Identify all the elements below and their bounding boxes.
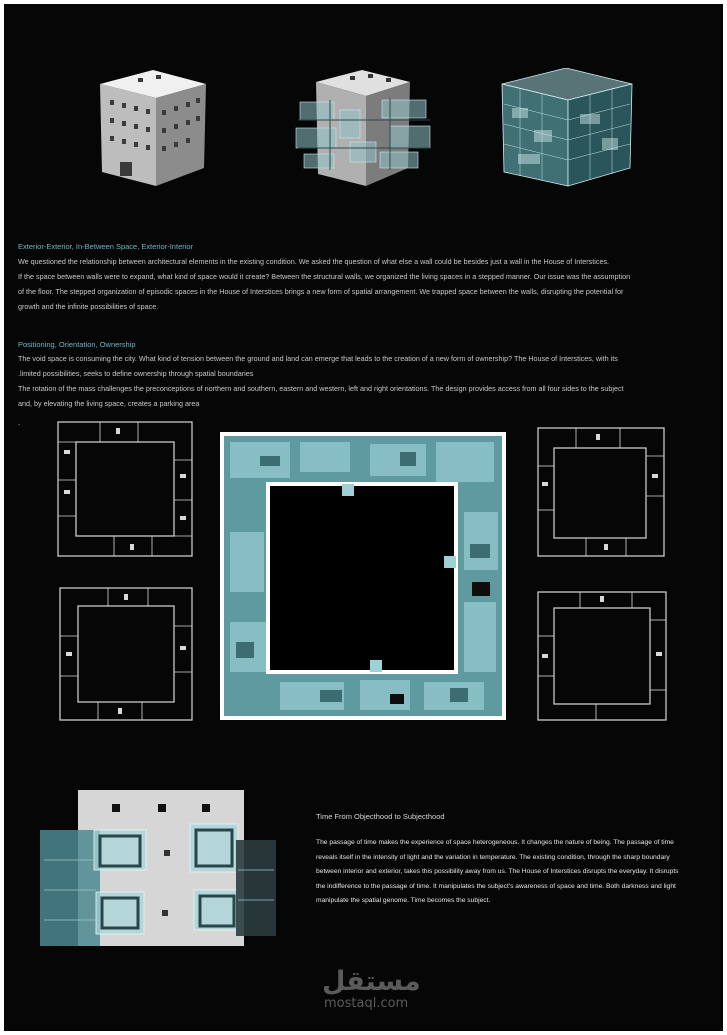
poster-sheet bbox=[4, 4, 723, 1031]
central-site-plan bbox=[220, 432, 506, 720]
render-glass-cube bbox=[498, 68, 636, 188]
paragraph-line: The rotation of the mass challenges the preconceptions of northern and southern, eastern and western, left and right orientations. The design provides access from all four sides to the subject bbox=[18, 384, 624, 393]
paragraph-line: manipulate the spatial genome. Time becomes the subject. bbox=[316, 897, 491, 904]
floor-plan-bottom-right bbox=[536, 590, 668, 722]
section-paragraph-exterior-interior bbox=[18, 254, 708, 314]
paragraph-line: the indifference to the passage of time. It manipulates the subject's awareness of space and time. Both darkness and light bbox=[316, 882, 676, 890]
paragraph-line: The void space is consuming the city. What kind of tension between the ground and land can emerge that leads to the creation of a new form of ownership? The House of Interstices, with its bbox=[18, 354, 618, 363]
render-transition-cube bbox=[290, 70, 435, 188]
render-facade-section bbox=[40, 790, 276, 946]
paragraph-line: We questioned the relationship between architectural elements in the existing condition. We asked the question of what else a wall could be besides just a wall in the House of Interstices. bbox=[18, 257, 610, 266]
section-paragraph-time bbox=[316, 836, 716, 909]
watermark-latin: mostaql.com bbox=[324, 996, 409, 1011]
section-paragraph-positioning bbox=[18, 351, 708, 411]
paragraph-line: .limited possibilities, seeks to define ownership through spatial boundaries bbox=[18, 369, 254, 378]
section-heading-time: Time From Objecthood to Subjecthood bbox=[316, 812, 445, 821]
section-heading-positioning: Positioning, Orientation, Ownership bbox=[18, 340, 136, 349]
paragraph-line: between interior and exterior, takes this possibility away from us. The House of Interstices disrupts the everyday. It disrupts bbox=[316, 868, 679, 875]
paragraph-line: The passage of time makes the experience of space heterogeneous. It changes the nature of being. The passage of time bbox=[316, 839, 674, 846]
paragraph-line: If the space between walls were to expand, what kind of space would it create? Between the structural walls, we organized the living spaces in a stepped manner. Our issue was the assumption bbox=[18, 272, 631, 281]
paragraph-line: and, by elevating the living space, creates a parking area bbox=[18, 399, 200, 408]
watermark-arabic: مستقل bbox=[322, 966, 421, 997]
floor-plan-top-right bbox=[536, 426, 666, 558]
floor-plan-top-left bbox=[56, 420, 194, 558]
section-heading-exterior-interior: Exterior-Exterior, In-Between Space, Exterior-Interior bbox=[18, 242, 194, 251]
paragraph-line: reveals itself in the intensity of light and the variation in temperature. The existing condition, through the sharp boundary bbox=[316, 853, 670, 861]
stray-mark: - bbox=[18, 422, 21, 429]
floor-plan-bottom-left bbox=[58, 586, 194, 722]
render-solid-cube bbox=[98, 70, 208, 188]
paragraph-line: growth and the infinite possibilities of space. bbox=[18, 302, 159, 311]
paragraph-line: of the floor. The stepped organization of episodic spaces in the House of Interstices brings a new form of spatial arrangement. We trapped space between the walls, disrupting the potential for bbox=[18, 287, 624, 296]
